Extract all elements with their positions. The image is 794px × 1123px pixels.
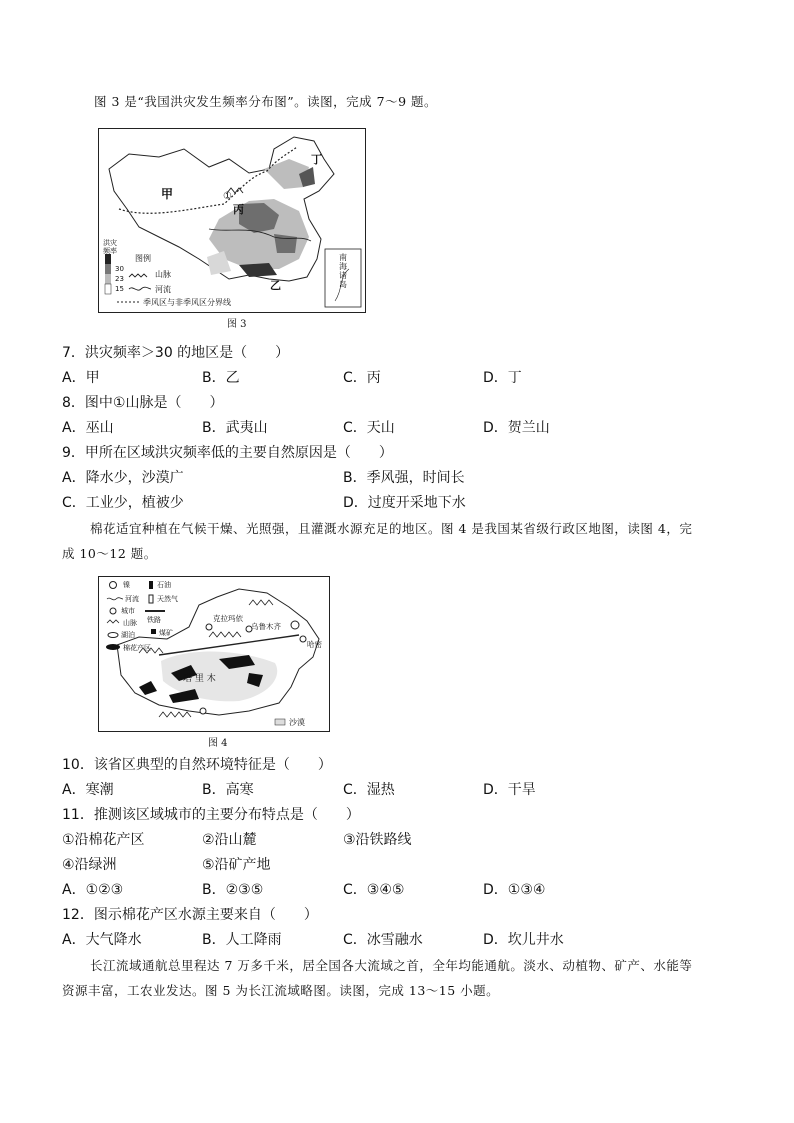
q10-stem: 10．该省区典型的自然环境特征是（ ）: [62, 757, 332, 773]
city-karamay: 克拉玛依: [213, 614, 243, 623]
city-hami: 哈密: [307, 640, 322, 649]
scale-title: 洪灾频率: [103, 239, 117, 255]
q11-choice-3: ③沿铁路线: [343, 832, 412, 848]
scale-value-30: 30: [115, 265, 124, 273]
legend-title: 图例: [135, 254, 151, 263]
fig4-caption: 图 4: [208, 738, 228, 749]
legend-railway: 铁路: [147, 616, 161, 624]
city-urumqi: 乌鲁木齐: [251, 622, 281, 631]
q9-stem: 9．甲所在区域洪灾频率低的主要自然原因是（ ）: [62, 445, 393, 461]
q12-option-c[interactable]: C．冰雪融水: [343, 932, 423, 948]
legend-oil: 石油: [157, 581, 171, 589]
region-tarim: 塔 里 木: [183, 674, 216, 684]
q12-option-b[interactable]: B．人工降雨: [202, 932, 282, 948]
inset-label: 南海诸岛: [339, 253, 347, 289]
q12-stem: 12．图示棉花产区水源主要来自（ ）: [62, 907, 318, 923]
legend-cotton: 棉花产区: [123, 644, 151, 652]
q11-option-a[interactable]: A．①②③: [62, 882, 124, 898]
scale-value-15: 15: [115, 285, 124, 293]
legend-gas: 天然气: [157, 595, 178, 603]
q8-option-c[interactable]: C．天山: [343, 420, 395, 436]
intro-fig3: 图 3 是“我国洪灾发生频率分布图”。读图，完成 7～9 题。: [94, 94, 438, 109]
q12-option-a[interactable]: A．大气降水: [62, 932, 142, 948]
intro-fig5-line2: 资源丰富，工农业发达。图 5 为长江流域略图。读图，完成 13～15 小题。: [62, 983, 500, 998]
legend-river: 河流: [125, 595, 139, 603]
q10-option-c[interactable]: C．湿热: [343, 782, 395, 798]
label-bing: 丙: [233, 203, 244, 216]
q9-option-d[interactable]: D．过度开采地下水: [343, 495, 466, 511]
q9-option-c[interactable]: C．工业少，植被少: [62, 495, 184, 511]
q11-choice-2: ②沿山麓: [202, 832, 257, 848]
q11-choice-4: ④沿绿洲: [62, 857, 117, 873]
q11-option-b[interactable]: B．②③⑤: [202, 882, 264, 898]
q12-option-d[interactable]: D．坎儿井水: [483, 932, 564, 948]
label-yi: 乙: [270, 279, 281, 292]
q7-option-c[interactable]: C．丙: [343, 370, 381, 386]
q11-choice-1: ①沿棉花产区: [62, 832, 145, 848]
q11-option-c[interactable]: C．③④⑤: [343, 882, 405, 898]
q11-choice-5: ⑤沿矿产地: [202, 857, 271, 873]
legend-mountain: 山脉: [155, 270, 171, 279]
intro-fig4-line2: 成 10～12 题。: [62, 546, 157, 561]
q10-option-a[interactable]: A．寒潮: [62, 782, 114, 798]
q10-option-d[interactable]: D．干旱: [483, 782, 536, 798]
intro-fig4-line1: 棉花适宜种植在气候干燥、光照强，且灌溉水源充足的地区。图 4 是我国某省级行政区地图，读图 4，完: [90, 521, 693, 536]
scale-value-23: 23: [115, 275, 124, 283]
legend-boundary: 季风区与非季风区分界线: [143, 298, 231, 307]
q9-option-b[interactable]: B．季风强，时间长: [343, 470, 465, 486]
q10-option-b[interactable]: B．高寒: [202, 782, 254, 798]
q7-stem: 7．洪灾频率＞30 的地区是（ ）: [62, 345, 290, 361]
q8-stem: 8．图中①山脉是（ ）: [62, 395, 224, 411]
flood-frequency-map: [98, 128, 366, 313]
fig3-caption: 图 3: [227, 319, 247, 330]
legend-mountain: 山脉: [123, 619, 137, 627]
q7-option-b[interactable]: B．乙: [202, 370, 240, 386]
q7-option-a[interactable]: A．甲: [62, 370, 100, 386]
q11-stem: 11．推测该区域城市的主要分布特点是（ ）: [62, 807, 360, 823]
q8-option-d[interactable]: D．贺兰山: [483, 420, 550, 436]
q11-option-d[interactable]: D．①③④: [483, 882, 546, 898]
q7-option-d[interactable]: D．丁: [483, 370, 522, 386]
legend-coal: 煤矿: [159, 629, 173, 637]
province-map: [98, 576, 330, 732]
q8-option-b[interactable]: B．武夷山: [202, 420, 268, 436]
q8-option-a[interactable]: A．巫山: [62, 420, 114, 436]
label-circle1: ①: [223, 191, 232, 202]
legend-city: 城市: [121, 607, 135, 615]
q9-option-a[interactable]: A．降水少，沙漠广: [62, 470, 184, 486]
legend-desert: 沙漠: [289, 718, 305, 727]
legend-river: 河流: [155, 285, 171, 294]
china-map-illustration: [99, 129, 365, 312]
legend-nickel: 镍: [123, 581, 130, 589]
intro-fig5-line1: 长江流域通航总里程达 7 万多千米，居全国各大流域之首，全年均能通航。淡水、动植物、矿产、水能等: [90, 958, 693, 973]
label-jia: 甲: [161, 187, 174, 201]
legend-lake: 湖泊: [121, 631, 135, 639]
label-ding: 丁: [311, 153, 322, 166]
